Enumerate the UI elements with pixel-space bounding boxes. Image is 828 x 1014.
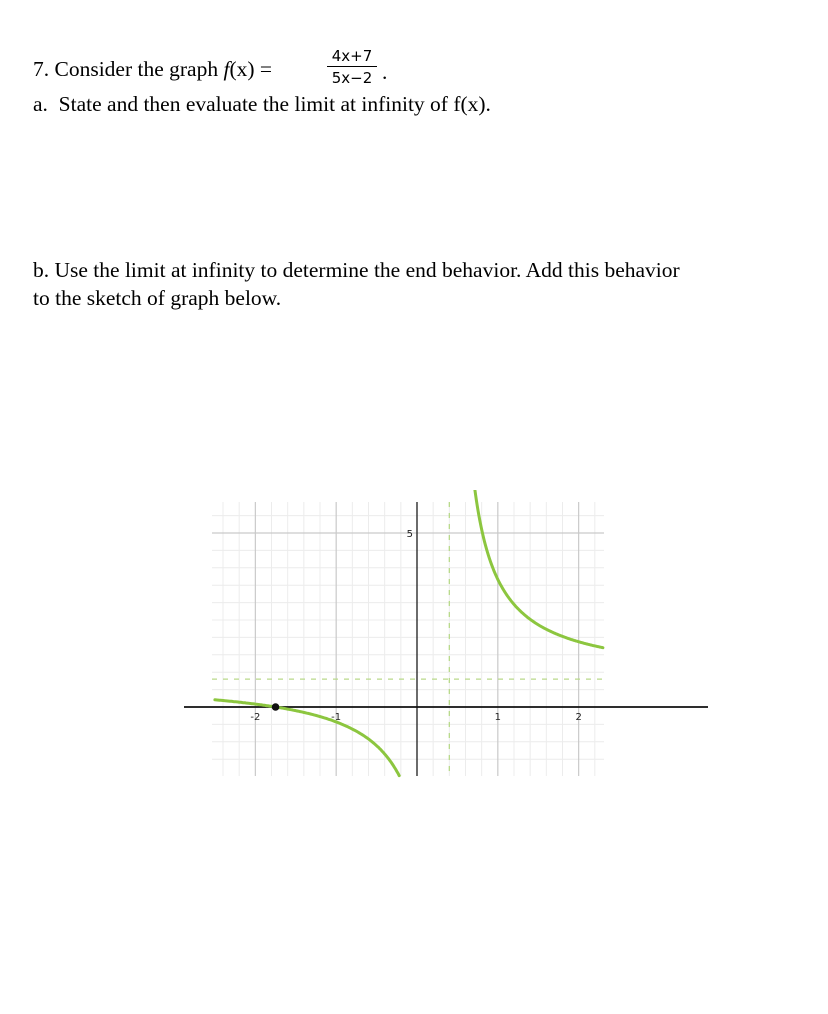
- question-prompt: Consider the graph: [54, 57, 219, 81]
- axes: [184, 502, 708, 776]
- question-line: [33, 56, 272, 82]
- function-name: f: [223, 57, 230, 81]
- fraction-denominator: 5x−2: [331, 69, 373, 87]
- part-b-text-1: Use the limit at infinity to determine the end behavior. Add this behavior: [54, 258, 680, 282]
- part-b-line-2: to the sketch of graph below.: [33, 286, 282, 310]
- part-b-line-1: [33, 257, 680, 283]
- function-arg: (x): [229, 57, 255, 81]
- fraction-period: .: [382, 60, 388, 84]
- x-tick-label: 1: [494, 712, 502, 723]
- x-tick-label: 2: [575, 712, 582, 723]
- curve-left-branch: [215, 700, 399, 776]
- asymptote-lines: [212, 502, 604, 776]
- y-tick-label: 5: [406, 529, 413, 540]
- function-graph: [0, 490, 828, 790]
- grid-major-lines: [212, 502, 604, 776]
- equals-sign: =: [259, 57, 273, 81]
- fraction-numerator: 4x+7: [327, 46, 377, 67]
- points: [272, 703, 280, 711]
- x-tick-label: -2: [250, 712, 261, 723]
- part-a-text: State and then evaluate the limit at infinity of f(x).: [58, 92, 491, 116]
- part-b-label: b.: [33, 258, 50, 282]
- x-intercept-point: [272, 703, 280, 711]
- tick-labels: [250, 529, 581, 723]
- function-fraction: [327, 46, 377, 89]
- part-a-line: [33, 91, 491, 117]
- part-a-label: a.: [33, 92, 48, 116]
- x-tick-label: -1: [331, 712, 342, 723]
- curve-right-branch: [475, 490, 603, 648]
- question-number: 7.: [33, 57, 50, 81]
- grid-minor-lines: [212, 502, 604, 776]
